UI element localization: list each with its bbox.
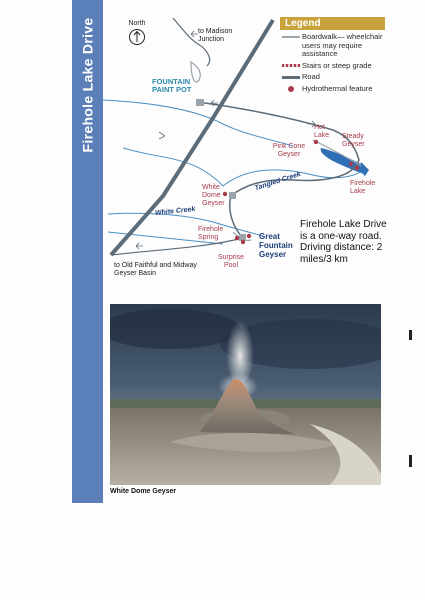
- parking-symbol: [196, 99, 204, 106]
- direction-arrow-icon: [191, 31, 198, 37]
- firehole-spring-label: Firehole Spring: [198, 226, 224, 241]
- legend-title: Legend: [280, 17, 385, 30]
- steady-geyser-label: Steady Geyser: [342, 133, 365, 148]
- map-legend: [280, 17, 385, 93]
- direction-arrow-icon: [159, 132, 165, 139]
- firehole-lake-shape: [359, 162, 369, 176]
- photo-caption: White Dome Geyser: [110, 488, 177, 495]
- legend-item-hydrothermal: Hydrothermal feature: [280, 85, 385, 94]
- surprise-pool-feature-dot: [241, 240, 245, 244]
- stairs-line-icon: [282, 64, 300, 67]
- scan-edge-mark: [409, 455, 412, 467]
- main-road: [111, 20, 273, 255]
- to-old-faithful-label: to Old Faithful and Midway Geyser Basin: [114, 262, 197, 277]
- white-creek-label: White Creek: [154, 205, 196, 218]
- scan-edge-mark: [409, 330, 412, 340]
- hot-lake-feature-dot: [355, 166, 359, 170]
- white-dome-geyser-label: White Dome Geyser: [202, 184, 225, 207]
- direction-arrow-icon: [136, 243, 143, 249]
- hydrothermal-dot-icon: [288, 86, 294, 92]
- tangled-creek-label: Tangled Creek: [253, 170, 302, 193]
- parking-symbol: [229, 192, 236, 199]
- steady-geyser-feature-dot: [349, 162, 353, 166]
- great-fountain-feature-dot: [247, 234, 251, 238]
- hot-lake-label: Hot Lake: [314, 124, 330, 139]
- north-label: North: [128, 20, 146, 27]
- firehole-spring-feature-dot: [235, 236, 239, 240]
- white-dome-geyser-photo: [110, 304, 381, 485]
- great-fountain-geyser-label: Great Fountain Geyser: [259, 232, 293, 259]
- legend-item-road: Road: [280, 73, 385, 82]
- surprise-pool-label: Surprise Pool: [218, 254, 245, 269]
- drive-info-text: Firehole Lake Drive is a one-way road. Driving distance: 2 miles/3 km: [300, 219, 387, 265]
- page-title: Firehole Lake Drive: [79, 17, 96, 153]
- pink-cone-feature-dot: [314, 140, 318, 144]
- legend-item-boardwalk: Boardwalk— wheelchair users may require assistance: [280, 33, 385, 59]
- to-madison-label: to Madison Junction: [198, 28, 233, 43]
- legend-item-stairs: Stairs or steep grade: [280, 62, 385, 71]
- pink-cone-geyser-label: Pink Cone Geyser: [272, 143, 306, 158]
- boardwalk-line-icon: [282, 36, 300, 38]
- fountain-paint-pot-label: FOUNTAIN PAINT POT: [152, 77, 192, 94]
- road-line-icon: [282, 76, 300, 79]
- firehole-lake-label: Firehole Lake: [350, 180, 376, 195]
